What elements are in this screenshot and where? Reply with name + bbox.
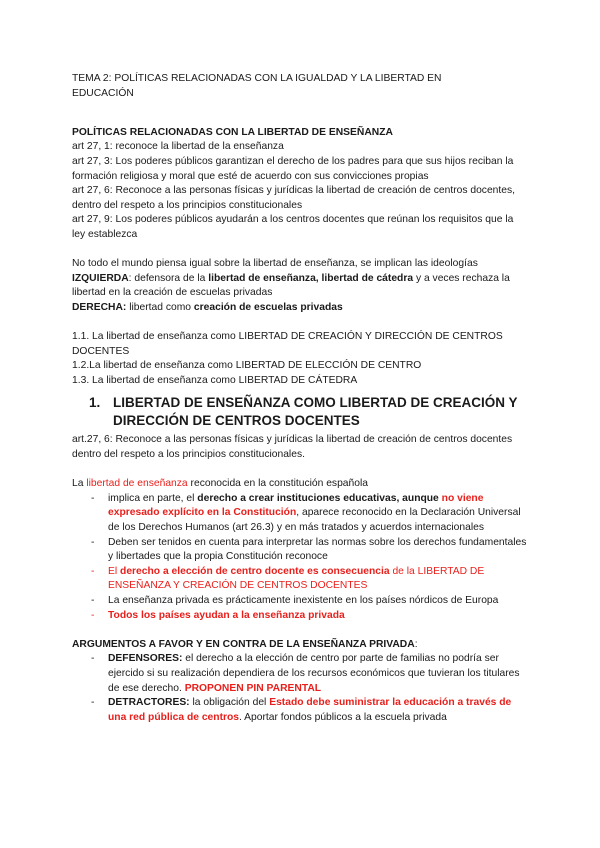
list-item: - implica en parte, el derecho a crear instituciones educativas, aunque no viene expresado explícito en la Constitución, aparece reconocido en la Declaración Universal de los Derechos Humanos (art 26.3) y en más tratados y acuerdos internacionales	[72, 492, 528, 536]
article-item: art 27, 9: Los poderes públicos ayudarán a los centros docentes que reúnan los requisitos que la ley establezca	[72, 214, 514, 240]
index-item: 1.3. La libertad de enseñanza como LIBERTAD DE CÁTEDRA	[72, 374, 358, 386]
document-content	[72, 72, 528, 725]
article-item: art 27, 6: Reconoce a las personas físicas y jurídicas la libertad de creación de centros docentes, dentro del respeto a los principios constitucionales	[72, 185, 516, 211]
index-item: 1.1. La libertad de enseñanza como LIBERTAD DE CREACIÓN Y DIRECCIÓN DE CENTROS DOCENTES	[72, 331, 503, 357]
ideology-izquierda: IZQUIERDA: defensora de la libertad de enseñanza, libertad de cátedra y a veces rechaza la libertad en la creación de escuelas privadas	[72, 272, 510, 299]
list-item: - Deben ser tenidos en cuenta para interpretar las normas sobre los derechos fundamentales y libertades que la propia Constitución reconoce	[72, 536, 528, 565]
article-item: art 27, 1: reconoce la libertad de la enseñanza	[72, 141, 284, 153]
ideology-derecha: DERECHA: libertad como creación de escuelas privadas	[72, 301, 343, 313]
list-item: - El derecho a elección de centro docente es consecuencia de la LIBERTAD DE ENSEÑANZA Y CREACIÓN DE CENTROS DOCENTES	[72, 565, 528, 594]
libertad-bullet-list	[72, 492, 528, 623]
arguments-title: ARGUMENTOS A FAVOR Y EN CONTRA DE LA ENSEÑANZA PRIVADA:	[72, 638, 418, 650]
page-title: TEMA 2: POLÍTICAS RELACIONADAS CON LA IGUALDAD Y LA LIBERTAD EN EDUCACIÓN	[72, 73, 442, 99]
libertad-intro: La libertad de enseñanza reconocida en la constitución española	[72, 478, 368, 490]
list-item: - La enseñanza privada es prácticamente inexistente en los países nórdicos de Europa	[72, 594, 528, 609]
article-27-6: art.27, 6: Reconoce a las personas físicas y jurídicas la libertad de creación de centros docentes dentro del respeto a los principios constitucionales.	[72, 434, 513, 461]
ideologies-intro: No todo el mundo piensa igual sobre la libertad de enseñanza, se implican las ideologías	[72, 258, 478, 270]
list-item: - DEFENSORES: el derecho a la elección de centro por parte de familias no podría ser ejercido si su realización dependiera de los recursos económicos que tuvieran los titulares de ese derecho. PROPONEN PIN PARENTAL	[72, 652, 528, 696]
list-item: - Todos los países ayudan a la enseñanza privada	[72, 609, 528, 624]
section-heading-1: 1. LIBERTAD DE ENSEÑANZA COMO LIBERTAD DE CREACIÓN Y DIRECCIÓN DE CENTROS DOCENTES	[89, 395, 518, 429]
list-item: - DETRACTORES: la obligación del Estado debe suministrar la educación a través de una red pública de centros. Aportar fondos públicos a la escuela privada	[72, 696, 528, 725]
arguments-list	[72, 652, 528, 725]
article-item: art 27, 3: Los poderes públicos garantizan el derecho de los padres para que sus hijos reciban la formación religiosa y moral que esté de acuerdo con sus convicciones propias	[72, 155, 514, 182]
section-title: POLÍTICAS RELACIONADAS CON LA LIBERTAD DE ENSEÑANZA	[72, 126, 393, 138]
index-item: 1.2.La libertad de enseñanza como LIBERTAD DE ELECCIÓN DE CENTRO	[72, 360, 422, 372]
